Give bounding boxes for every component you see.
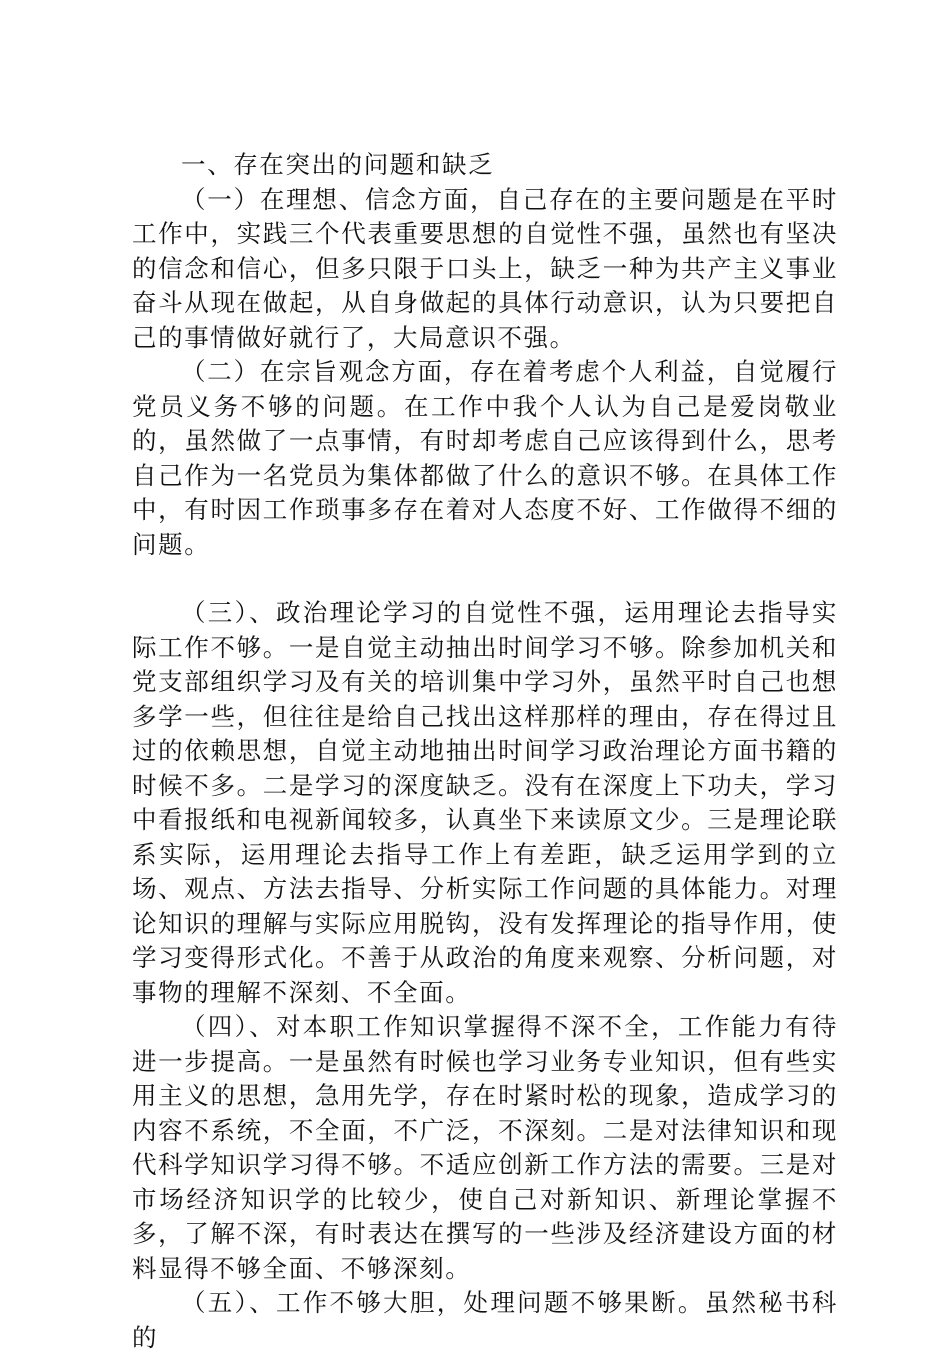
- paragraph-5: （五）、工作不够大胆，处理问题不够果断。虽然秘书科的: [132, 1288, 838, 1352]
- document-body: [132, 148, 838, 1355]
- paragraph-2: （二）在宗旨观念方面，存在着考虑个人利益，自觉履行党员义务不够的问题。在工作中我个人认为自己是爱岗敬业的，虽然做了一点事情，有时却考虑自己应该得到什么，思考自己作为一名党员为集体都做了什么的意识不够。在具体工作中，有时因工作琐事多存在着对人态度不好、工作做得不细的问题。: [132, 357, 838, 559]
- section-heading: 一、存在突出的问题和缺乏: [181, 150, 495, 179]
- paragraph-1: （一）在理想、信念方面，自己存在的主要问题是在平时工作中，实践三个代表重要思想的自觉性不强，虽然也有坚决的信念和信心，但多只限于口头上，缺乏一种为共产主义事业奋斗从现在做起，从自身做起的具体行动意识，认为只要把自己的事情做好就行了，大局意识不强。: [132, 184, 838, 352]
- paragraph-3: （三）、政治理论学习的自觉性不强，运用理论去指导实际工作不够。一是自觉主动抽出时间学习不够。除参加机关和党支部组织学习及有关的培训集中学习外，虽然平时自己也想多学一些，但往往是给自己找出这样那样的理由，存在得过且过的依赖思想，自觉主动地抽出时间学习政治理论方面书籍的时候不多。二是学习的深度缺乏。没有在深度上下功夫，学习中看报纸和电视新闻较多，认真坐下来读原文少。三是理论联系实际，运用理论去指导工作上有差距，缺乏运用学到的立场、观点、方法去指导、分析实际工作问题的具体能力。对理论知识的理解与实际应用脱钩，没有发挥理论的指导作用，使学习变得形式化。不善于从政治的角度来观察、分析问题，对事物的理解不深刻、不全面。: [132, 598, 838, 1007]
- paragraph-4: （四）、对本职工作知识掌握得不深不全，工作能力有待进一步提高。一是虽然有时候也学习业务专业知识，但有些实用主义的思想，急用先学，存在时紧时松的现象，造成学习的内容不系统，不全面，不广泛，不深刻。二是对法律知识和现代科学知识学习得不够。不适应创新工作方法的需要。三是对市场经济知识学的比较少，使自己对新知识、新理论掌握不多，了解不深，有时表达在撰写的一些涉及经济建设方面的材料显得不够全面、不够深刻。: [132, 1012, 838, 1283]
